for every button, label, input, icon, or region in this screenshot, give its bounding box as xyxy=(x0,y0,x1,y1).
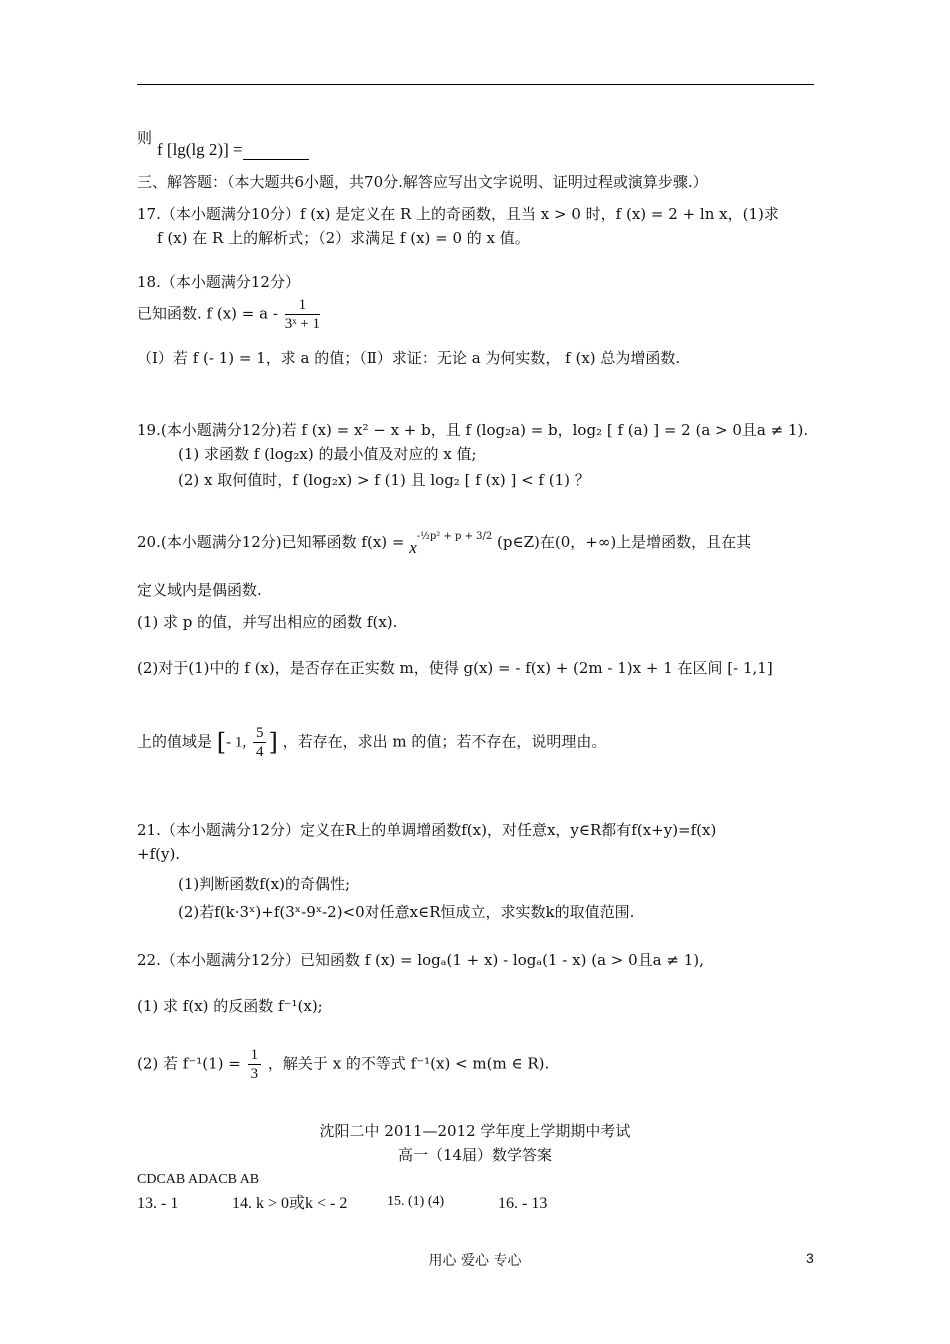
q20-line-5: 上的值域是 [- 1, $\frac{5}{4}$ ] ，若存在，求出 m 的值；若不存在，说明理由。 xyxy=(137,725,607,760)
q19-line-1: 19.(本小题满分12分)若 f (x) = x² − x + b，且 f (log₂a) = b，log₂ [ f (a) ] = 2 (a > 0且a ≠ 1). xyxy=(137,421,809,439)
answer-title-2: 高一（14届）数学答案 xyxy=(397,1146,553,1164)
q22-line-1: 22.（本小题满分12分）已知函数 f (x) = logₐ(1 + x) - logₐ(1 - x) (a > 0且a ≠ 1), xyxy=(137,951,704,969)
footer-motto: 用心 爱心 专心 xyxy=(428,1253,522,1269)
q19-line-2: (1) 求函数 f (log₂x) 的最小值及对应的 x 值; xyxy=(178,445,477,463)
q20-line-2: 定义域内是偶函数. xyxy=(137,581,262,599)
q21-line-3: (1)判断函数f(x)的奇偶性; xyxy=(178,875,351,893)
q20-line-4: (2)对于(1)中的 f (x)，是否存在正实数 m，使得 g(x) = - f(x) + (2m - 1)x + 1 在区间 [- 1,1] xyxy=(137,659,773,677)
q18-parts: （Ⅰ）若 f (- 1) = 1，求 a 的值；（Ⅱ）求证：无论 a 为何实数， f (x) 总为增函数. xyxy=(137,349,681,367)
section-3-heading: 三、解答题：（本大题共6小题，共70分.解答应写出文字说明、证明过程或演算步骤.） xyxy=(137,173,708,191)
q20-line-3: (1) 求 p 的值，并写出相应的函数 f(x). xyxy=(137,613,398,631)
q20-fraction: $\frac{5}{4}$ xyxy=(253,724,267,761)
q22-line-3: (2) 若 f⁻¹(1) = $\frac{1}{3}$ ，解关于 x 的不等式 f⁻¹(x) < m(m ∈ R). xyxy=(137,1047,550,1082)
answer-15: 15. (1) (4) xyxy=(387,1194,445,1209)
page-number: 3 xyxy=(806,1250,814,1266)
answer-13: 13. - 1 xyxy=(137,1195,179,1212)
q22-line-2: (1) 求 f(x) 的反函数 f⁻¹(x); xyxy=(137,997,323,1015)
q22-fraction: $\frac{1}{3}$ xyxy=(248,1046,262,1083)
q21-line-4: (2)若f(k·3ˣ)+f(3ˣ-9ˣ-2)<0对任意x∈R恒成立，求实数k的取值范围. xyxy=(178,903,635,921)
q18-fraction: $\frac{1}{\text{3ˣ + 1}}$ xyxy=(284,297,320,332)
q16-expression: f [lg(lg 2)] = xyxy=(157,140,309,160)
header-rule xyxy=(137,84,814,85)
answer-multiple-choice: CDCAB ADACB AB xyxy=(137,1172,260,1187)
q16-prefix: 则 xyxy=(137,129,153,147)
answer-16: 16. - 13 xyxy=(498,1195,548,1212)
q19-line-3: (2) x 取何值时，f (log₂x) > f (1) 且 log₂ [ f (x) ] < f (1) ？ xyxy=(178,471,590,489)
answer-14: 14. k > 0或k < - 2 xyxy=(232,1195,348,1212)
answer-blank xyxy=(243,145,309,160)
q20-line-1: 20.(本小题满分12分)已知幂函数 $f(x) = x^{-\frac{1}{2}p^2 + p + 3/2}$ (p∈Z)在(0，+∞)上是增函数，且在其 xyxy=(137,531,752,557)
q17-line-2: f (x) 在 R 上的解析式；（2）求满足 f (x) = 0 的 x 值。 xyxy=(157,229,530,247)
q21-line-2: +f(y). xyxy=(137,845,181,863)
q18-function: 已知函数. f (x) = a - $\frac{1}{\text{3ˣ + 1}}$ xyxy=(137,297,320,332)
q18-heading: 18.（本小题满分12分） xyxy=(137,273,300,291)
q21-line-1: 21.（本小题满分12分）定义在R上的单调增函数f(x)，对任意x，y∈R都有f(x+y)=f(x) xyxy=(137,821,717,839)
answer-title-1: 沈阳二中 2011—2012 学年度上学期期中考试 xyxy=(319,1122,631,1140)
q17-line-1: 17.（本小题满分10分）f (x) 是定义在 R 上的奇函数，且当 x > 0 时，f (x) = 2 + ln x，(1)求 xyxy=(137,205,779,223)
